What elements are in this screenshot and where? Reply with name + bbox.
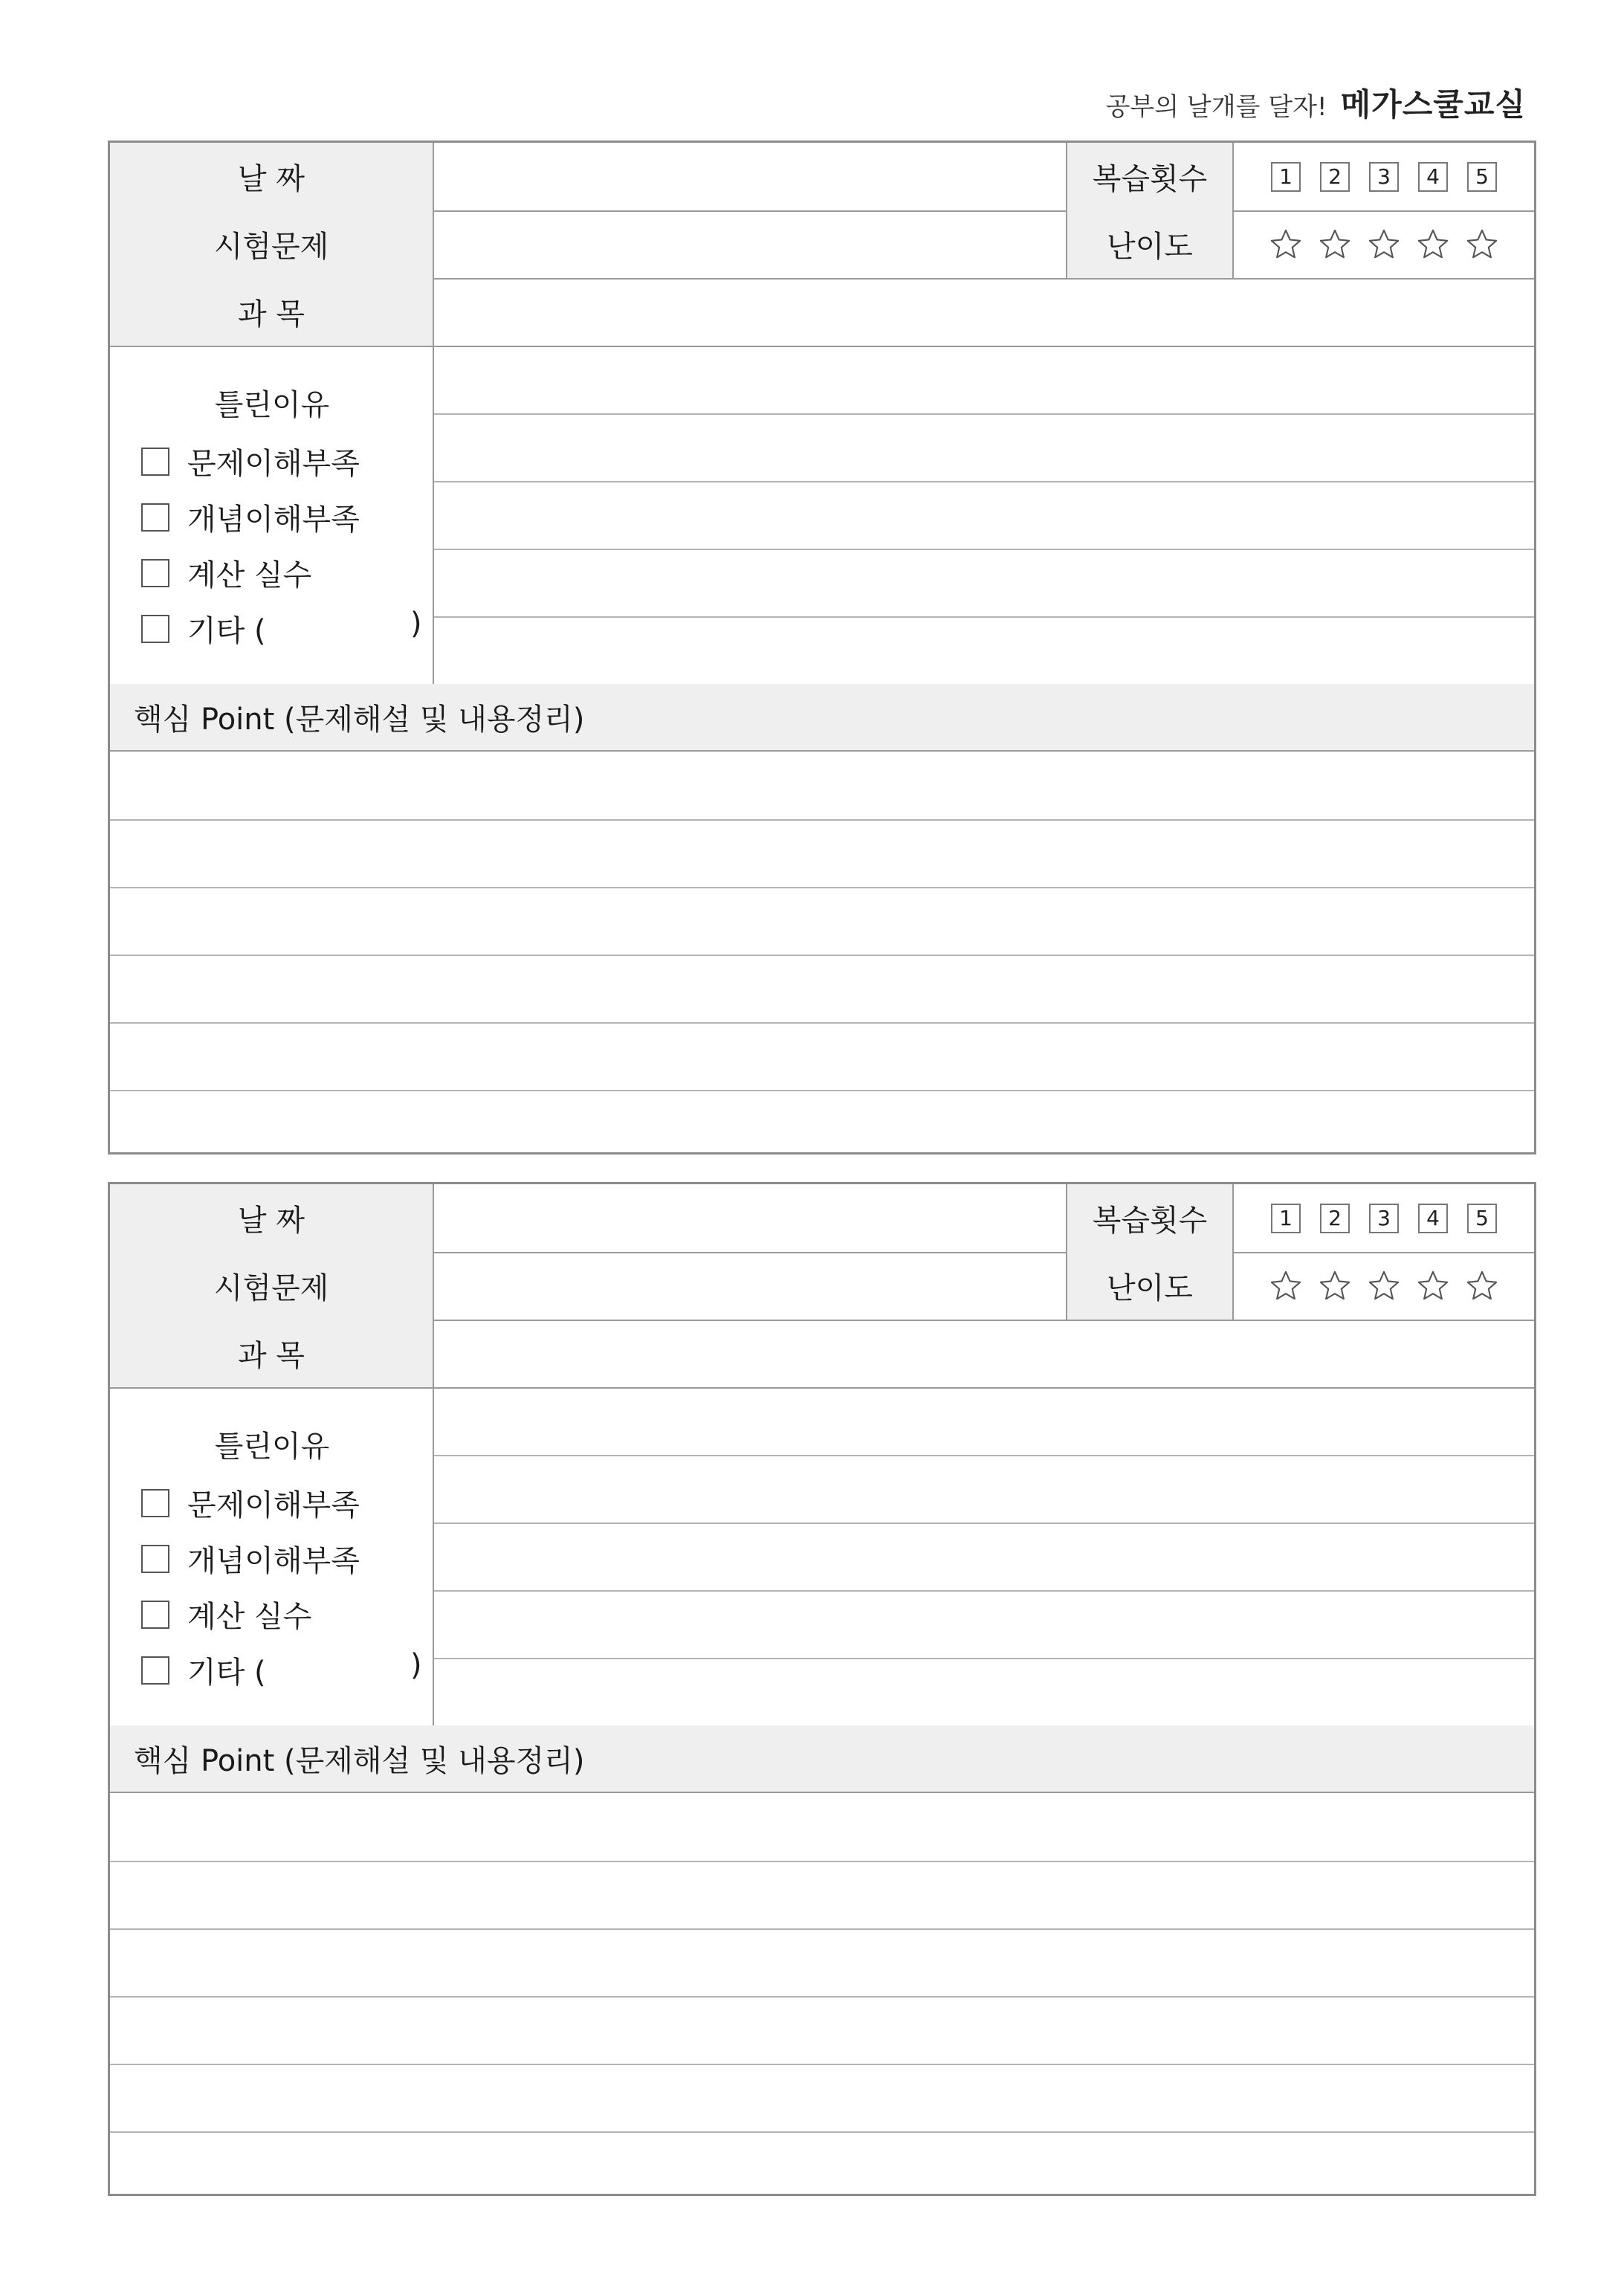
- checkbox[interactable]: [141, 448, 169, 476]
- review-box[interactable]: 5: [1467, 1204, 1497, 1233]
- key-point-header: 핵심 Point (문제해설 및 내용정리): [110, 684, 1534, 752]
- review-box[interactable]: 4: [1418, 1204, 1448, 1233]
- exam-label: 시험문제: [110, 1252, 434, 1320]
- reason-option-label: 개념이해부족: [187, 503, 360, 537]
- review-box[interactable]: 3: [1369, 1204, 1399, 1233]
- reason-option[interactable]: [141, 1649, 266, 1691]
- writing-line[interactable]: [434, 1590, 1534, 1592]
- note-card-2: [108, 1182, 1536, 2196]
- review-count-label: 복습횟수: [1067, 1184, 1234, 1252]
- star-icon[interactable]: [1318, 227, 1352, 262]
- exam-row: [110, 1252, 1534, 1321]
- note-line[interactable]: [110, 819, 1534, 821]
- star-icon[interactable]: [1416, 227, 1450, 262]
- reason-option-label: 계산 실수: [187, 1600, 312, 1634]
- review-count-boxes: [1234, 143, 1534, 210]
- writing-line[interactable]: [434, 616, 1534, 618]
- star-icon[interactable]: [1269, 227, 1303, 262]
- note-line[interactable]: [110, 1022, 1534, 1024]
- note-line[interactable]: [110, 1090, 1534, 1091]
- review-box[interactable]: 5: [1467, 162, 1497, 192]
- note-line[interactable]: [110, 1996, 1534, 1998]
- reason-option-label: 기타 (: [187, 1656, 266, 1690]
- wrong-reason-title: 틀린이유: [214, 388, 330, 422]
- note-card-1: [108, 141, 1536, 1155]
- star-icon[interactable]: [1318, 1269, 1352, 1303]
- date-label: 날 짜: [110, 143, 434, 210]
- wrong-reason-section: [110, 1387, 1534, 1727]
- reason-option-label: 문제이해부족: [187, 447, 360, 481]
- writing-line[interactable]: [434, 1522, 1534, 1524]
- star-icon[interactable]: [1465, 227, 1499, 262]
- brand-logo-text: 메가스쿨교실: [1340, 86, 1526, 123]
- review-box[interactable]: 2: [1320, 162, 1350, 192]
- exam-row: [110, 210, 1534, 280]
- subject-label: 과 목: [110, 1320, 434, 1387]
- wrong-reason-title: 틀린이유: [214, 1430, 330, 1464]
- date-field[interactable]: [434, 143, 1067, 210]
- review-box[interactable]: 3: [1369, 162, 1399, 192]
- checkbox[interactable]: [141, 1601, 169, 1629]
- exam-field[interactable]: [434, 210, 1067, 278]
- reason-option[interactable]: [141, 1482, 360, 1524]
- reason-option-label: 계산 실수: [187, 558, 312, 592]
- reason-option-label: 기타 (: [187, 614, 266, 648]
- date-field[interactable]: [434, 1184, 1067, 1252]
- writing-line[interactable]: [434, 481, 1534, 482]
- reason-option[interactable]: [141, 607, 266, 650]
- checkbox[interactable]: [141, 503, 169, 532]
- subject-label: 과 목: [110, 278, 434, 346]
- writing-line[interactable]: [434, 1658, 1534, 1659]
- other-close-paren: ): [410, 607, 422, 641]
- star-icon[interactable]: [1465, 1269, 1499, 1303]
- wrong-reason-options: [110, 1387, 434, 1725]
- date-label: 날 짜: [110, 1184, 434, 1252]
- subject-row: [110, 1320, 1534, 1389]
- writing-line[interactable]: [434, 549, 1534, 550]
- note-line[interactable]: [110, 1928, 1534, 1930]
- subject-field[interactable]: [434, 1320, 1534, 1387]
- checkbox[interactable]: [141, 615, 169, 643]
- note-line[interactable]: [110, 955, 1534, 956]
- date-row: [110, 1184, 1534, 1253]
- wrong-reason-section: [110, 346, 1534, 685]
- note-line[interactable]: [110, 2131, 1534, 2133]
- slogan: 공부의 날개를 달자!: [1105, 92, 1327, 122]
- writing-line[interactable]: [434, 413, 1534, 415]
- difficulty-label: 난이도: [1067, 210, 1234, 278]
- checkbox[interactable]: [141, 559, 169, 587]
- review-box[interactable]: 1: [1271, 162, 1301, 192]
- reason-option[interactable]: [141, 1593, 311, 1635]
- reason-option[interactable]: [141, 496, 360, 538]
- reason-option[interactable]: [141, 440, 360, 482]
- reason-option-label: 문제이해부족: [187, 1488, 360, 1522]
- review-count-boxes: [1234, 1184, 1534, 1252]
- difficulty-stars: [1234, 1252, 1534, 1320]
- date-row: [110, 143, 1534, 212]
- star-icon[interactable]: [1367, 1269, 1401, 1303]
- other-close-paren: ): [410, 1648, 422, 1682]
- reason-option[interactable]: [141, 1537, 360, 1580]
- exam-label: 시험문제: [110, 210, 434, 278]
- review-count-label: 복습횟수: [1067, 143, 1234, 210]
- star-icon[interactable]: [1269, 1269, 1303, 1303]
- page-header: [1106, 80, 1526, 125]
- subject-field[interactable]: [434, 278, 1534, 346]
- difficulty-stars: [1234, 210, 1534, 278]
- star-icon[interactable]: [1367, 227, 1401, 262]
- review-box[interactable]: 4: [1418, 162, 1448, 192]
- reason-option[interactable]: [141, 552, 311, 594]
- key-point-header: 핵심 Point (문제해설 및 내용정리): [110, 1725, 1534, 1793]
- note-line[interactable]: [110, 887, 1534, 888]
- checkbox[interactable]: [141, 1545, 169, 1573]
- review-box[interactable]: 2: [1320, 1204, 1350, 1233]
- note-line[interactable]: [110, 1861, 1534, 1862]
- difficulty-label: 난이도: [1067, 1252, 1234, 1320]
- exam-field[interactable]: [434, 1252, 1067, 1320]
- writing-line[interactable]: [434, 1455, 1534, 1456]
- review-box[interactable]: 1: [1271, 1204, 1301, 1233]
- note-line[interactable]: [110, 2064, 1534, 2065]
- subject-row: [110, 278, 1534, 347]
- checkbox[interactable]: [141, 1656, 169, 1685]
- wrong-reason-options: [110, 346, 434, 684]
- reason-option-label: 개념이해부족: [187, 1544, 360, 1578]
- star-icon[interactable]: [1416, 1269, 1450, 1303]
- checkbox[interactable]: [141, 1489, 169, 1517]
